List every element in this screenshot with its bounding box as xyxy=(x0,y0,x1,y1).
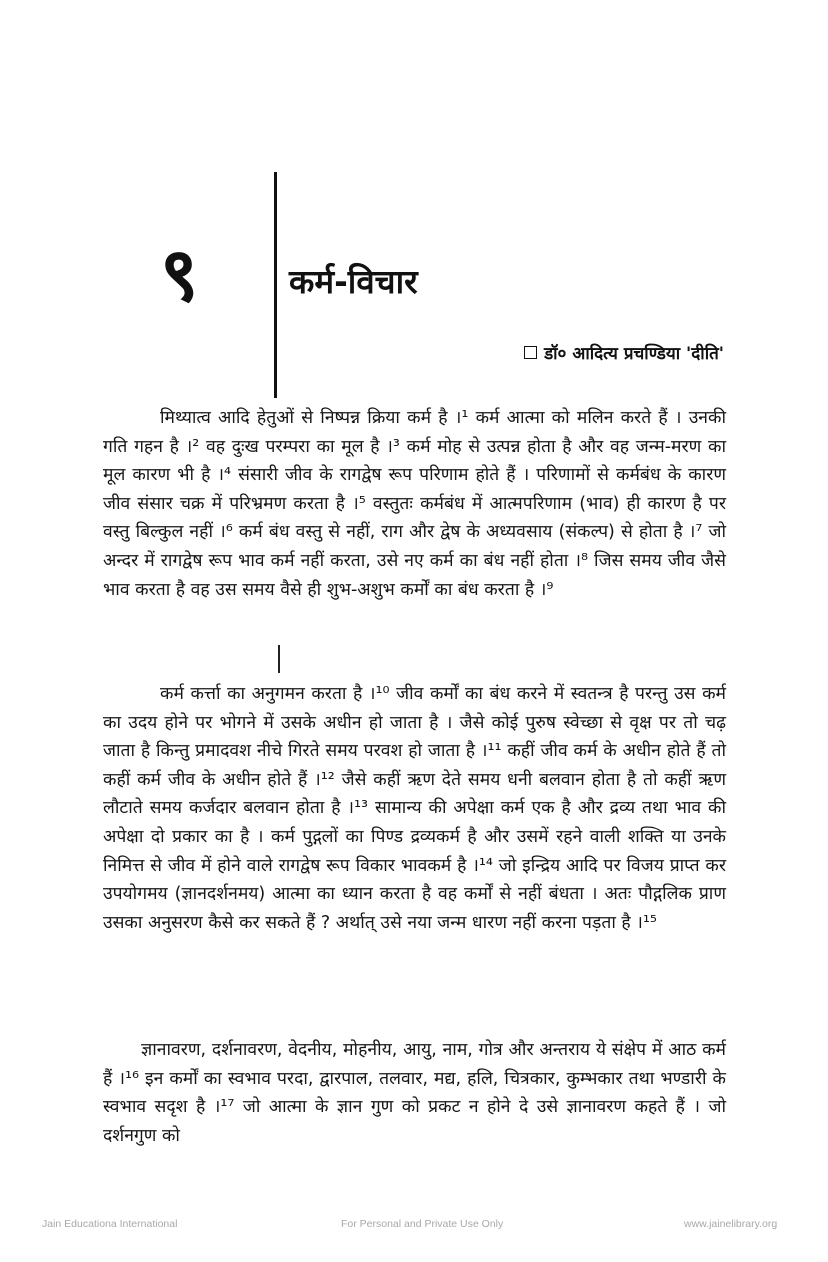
paragraph-text: मिथ्यात्व आदि हेतुओं से निष्पन्न क्रिया कर्म है ।¹ कर्म आत्मा को मलिन करते हैं । उनकी गति गहन है ।² वह दुःख परम्परा का मूल है ।³ कर्म मोह से उत्पन्न होता है और वह जन्म-मरण का मूल कारण भी है ।⁴ संसारी जीव के रागद्वेष रूप परिणाम होते हैं । परिणामों से कर्मबंध के कारण जीव संसार चक्र में परिभ्रमण करता है ।⁵ वस्तुतः कर्मबंध में आत्मपरिणाम (भाव) ही कारण है पर वस्तु बिल्कुल नहीं ।⁶ कर्म बंध वस्तु से नहीं, राग और द्वेष के अध्यवसाय (संकल्प) से होता है ।⁷ जो अन्दर में रागद्वेष रूप भाव कर्म नहीं करता, उसे नए कर्म का बंध नहीं होता ।⁸ जिस समय जीव जैसे भाव करता है वह उस समय वैसे ही शुभ-अशुभ कर्मों का बंध करता है ।⁹ xyxy=(103,408,726,600)
chapter-number: ९ xyxy=(160,232,199,318)
footer-publisher: Jain Educationa International xyxy=(42,1218,178,1230)
square-bullet-icon xyxy=(524,346,537,359)
paragraph-2 xyxy=(103,680,726,937)
author-name: डॉ० आदित्य प्रचण्डिया 'दीति' xyxy=(544,344,724,364)
header-divider xyxy=(274,172,277,398)
paragraph-text: कर्म कर्त्ता का अनुगमन करता है ।¹⁰ जीव कर्मों का बंध करने में स्वतन्त्र है परन्तु उस कर्म का उदय होने पर भोगने में उसके अधीन हो जाता है । जैसे कोई पुरुष स्वेच्छा से वृक्ष पर तो चढ़ जाता है किन्तु प्रमादवश नीचे गिरते समय परवश हो जाता है ।¹¹ कहीं जीव कर्म के अधीन होते हैं तो कहीं कर्म जीव के अधीन होते हैं ।¹² जैसे कहीं ऋण देते समय धनी बलवान होता है तो कहीं ऋण लौटाते समय कर्जदार बलवान होता है ।¹³ सामान्य की अपेक्षा कर्म एक है और द्रव्य तथा भाव की अपेक्षा दो प्रकार का है । कर्म पुद्गलों का पिण्ड द्रव्यकर्म है और उसमें रहने वाली शक्ति या उनके निमित्त से जीव में होने वाले रागद्वेष रूप विकार भावकर्म है ।¹⁴ जो इन्द्रिय आदि पर विजय प्राप्त कर उपयोगमय (ज्ञानदर्शनमय) आत्मा का ध्यान करता है वह कर्मों से नहीं बंधता । अतः पौद्गलिक प्राण उसका अनुसरण कैसे कर सकते हैं ? अर्थात् उसे नया जन्म धारण नहीं करना पड़ता है ।¹⁵ xyxy=(103,684,726,933)
paragraph-1 xyxy=(103,404,726,604)
paragraph-3 xyxy=(103,1036,726,1150)
scan-artifact-mark xyxy=(278,645,280,673)
author-byline xyxy=(524,341,724,364)
paragraph-text: ज्ञानावरण, दर्शनावरण, वेदनीय, मोहनीय, आयु, नाम, गोत्र और अन्तराय ये संक्षेप में आठ कर्म हैं ।¹⁶ इन कर्मों का स्वभाव परदा, द्वारपाल, तलवार, मद्य, हलि, चित्रकार, कुम्भकार तथा भण्डारी के स्वभाव सदृश है ।¹⁷ जो आत्मा के ज्ञान गुण को प्रकट न होने दे उसे ज्ञानावरण कहते हैं । जो दर्शनगुण को xyxy=(103,1040,726,1146)
footer-website-link[interactable]: www.jainelibrary.org xyxy=(684,1218,778,1230)
footer-usage-notice: For Personal and Private Use Only xyxy=(341,1218,504,1230)
chapter-title: कर्म-विचार xyxy=(289,262,418,301)
